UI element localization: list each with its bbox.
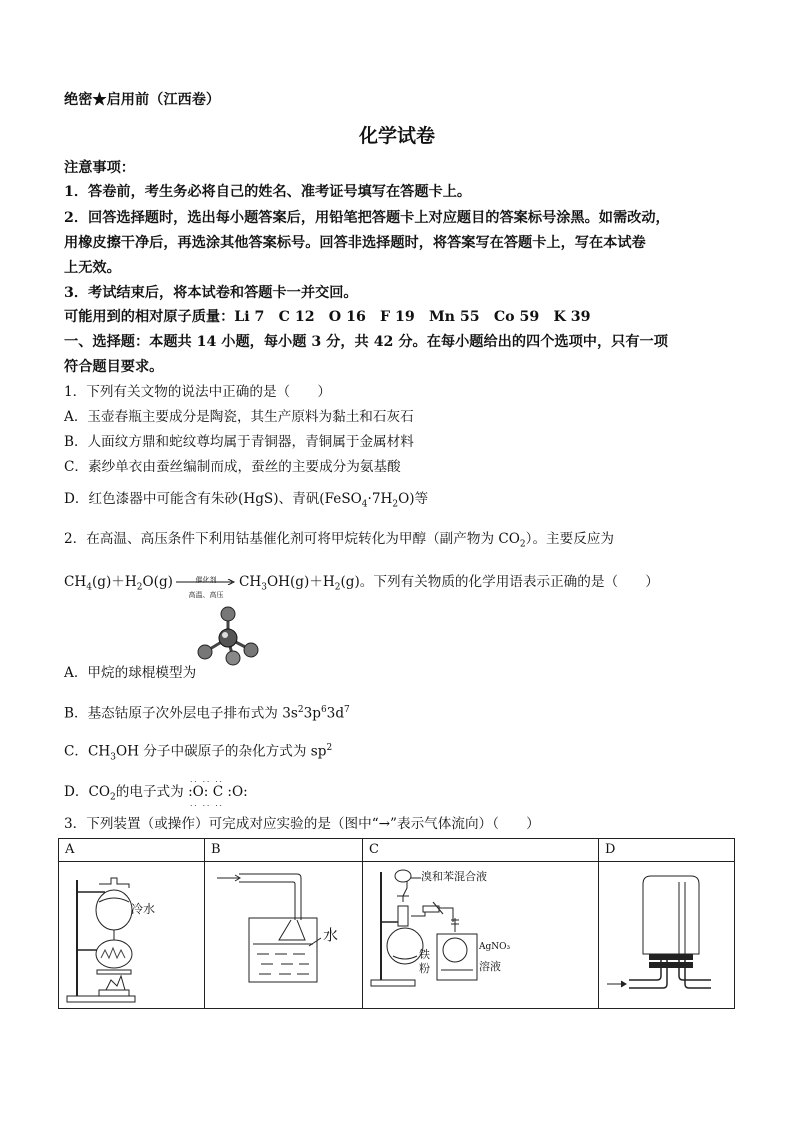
q2-d-rest: 的电子式为	[115, 784, 184, 800]
q2-stem	[64, 529, 614, 555]
cell-d	[599, 862, 735, 1009]
solution-label: 溶液	[479, 960, 501, 973]
condition-label: 高温、高压	[188, 590, 224, 599]
q2-option-b	[64, 700, 350, 724]
q1-option-d-suffix: 等	[414, 491, 429, 507]
apparatus-b-diagram	[205, 862, 363, 1008]
section-1-line-1: 一、选择题：本题共 14 小题，每小题 3 分，共 42 分。在每小题给出的四个选项中，只有一项	[64, 334, 668, 350]
notice-item-2-line-3: 上无效。	[64, 260, 121, 276]
q2-eq-ch3-sub: 3	[261, 582, 267, 593]
q2-eq-right2: OH(g)＋H	[266, 574, 335, 590]
cell-a	[59, 862, 205, 1009]
q1-option-a: A．玉壶春瓶主要成分是陶瓷，其生产原料为黏土和石灰石	[64, 409, 414, 425]
q2-c-rest: OH 分子中碳原子的杂化方式为 sp	[116, 743, 327, 760]
q2-stem-b: ）。主要反应为	[525, 531, 615, 547]
q1-option-d-feso4-sub: 4	[361, 499, 368, 510]
q2-equation	[64, 572, 659, 598]
bromine-benzene-label: 溴和苯混合液	[421, 870, 487, 883]
q1-stem: 1．下列有关文物的说法中正确的是（ ）	[64, 384, 331, 400]
q2-option-a: A．甲烷的球棍模型为	[64, 665, 197, 681]
q1-option-d-dot: ·7H	[367, 491, 393, 507]
q3-stem: 3．下列装置（或操作）可完成对应实验的是（图中“→”表示气体流向）（ ）	[64, 816, 540, 832]
q2-stem-sub: 2	[519, 539, 526, 550]
section-1-line-2: 符合题目要求。	[64, 359, 164, 375]
iron-label-1: 铁	[419, 948, 430, 961]
q2-eq-right3: (g)。下列有关物质的化学用语表示正确的是（ ）	[340, 574, 659, 590]
q2-eq-ch4-sub: 4	[86, 582, 92, 593]
cell-b	[205, 862, 363, 1009]
q2-stem-a: 2．在高温、高压条件下利用钴基催化剂可将甲烷转化为甲醇（副产物为 CO	[64, 531, 520, 547]
q2-b-text: B．基态钴原子次外层电子排布式为 3s	[64, 705, 298, 722]
q2-eq-ch4: CH	[64, 574, 87, 590]
notice-heading: 注意事项：	[64, 160, 135, 176]
q2-eq-h2-sub: 2	[334, 582, 341, 593]
q1-option-d-feso4: (FeSO	[319, 491, 362, 507]
q2-d-text: D．CO	[64, 784, 111, 800]
agno3-label: AgNO₃	[479, 942, 511, 952]
q1-option-c: C．素纱单衣由蚕丝编制而成，蚕丝的主要成分为氨基酸	[64, 459, 401, 475]
water-label: 水	[323, 926, 339, 944]
q2-eq-left: (g)＋H	[92, 574, 137, 590]
q2-b-sup3: 7	[344, 705, 350, 715]
q2-b-sup2: 6	[320, 705, 327, 715]
methane-ball-stick-model	[193, 606, 263, 666]
q1-option-d	[64, 489, 428, 515]
reaction-arrow	[176, 573, 236, 599]
electron-dots-top: ·· ·· ··	[190, 778, 224, 786]
q2-eq-h2o-sub: 2	[136, 582, 143, 593]
notice-item-2-line-2: 用橡皮擦干净后，再选涂其他答案标号。回答非选择题时，将答案写在答题卡上，写在本试卷	[64, 235, 646, 251]
page-title: 化学试卷	[358, 125, 435, 147]
q2-b-mid1: 3p	[303, 705, 321, 722]
electron-dots-bottom: ·· ·· ··	[190, 802, 224, 810]
q2-c-sub: 3	[110, 752, 116, 763]
apparatus-d-diagram	[599, 862, 735, 1008]
q2-eq-right: CH	[238, 574, 262, 590]
q2-b-sup1: 2	[297, 705, 304, 715]
secret-tag: 绝密★启用前（江西卷）	[64, 92, 221, 108]
col-d-header: D	[599, 839, 735, 862]
apparatus-a-diagram	[59, 862, 205, 1008]
q2-option-c	[64, 738, 332, 767]
iron-label-2: 粉	[419, 962, 430, 975]
q1-option-d-mid: 、青矾	[278, 491, 320, 507]
q1-option-d-o: O)	[398, 491, 415, 507]
cold-water-label: 冷水	[131, 902, 156, 916]
q1-option-b: B．人面纹方鼎和蛇纹尊均属于青铜器，青铜属于金属材料	[64, 434, 414, 450]
notice-item-1: 1．答卷前，考生务必将自己的姓名、准考证号填写在答题卡上。	[64, 184, 472, 200]
cell-c	[363, 862, 599, 1009]
col-a-header: A	[59, 839, 205, 862]
q2-d-sub: 2	[110, 792, 116, 803]
q2-b-mid2: 3d	[326, 705, 345, 722]
q1-option-d-h2o-sub: 2	[392, 499, 399, 510]
col-c-header: C	[363, 839, 599, 862]
q2-c-sup: 2	[326, 743, 333, 753]
catalyst-label: 催化剂	[195, 575, 217, 584]
co2-formula: :O: C :O:	[188, 784, 248, 800]
atomic-masses: 可能用到的相对原子质量：Li 7 C 12 O 16 F 19 Mn 55 Co 59 K 39	[64, 309, 591, 325]
co2-electron-formula	[188, 778, 248, 810]
q1-option-d-hgs: (HgS)	[238, 491, 279, 507]
q1-option-d-prefix: D．红色漆器中可能含有朱砂	[64, 491, 239, 507]
q2-eq-left2: O(g)	[142, 574, 173, 590]
q2-option-d	[64, 778, 248, 810]
q3-options-table	[58, 838, 735, 1009]
notice-item-3: 3．考试结束后，将本试卷和答题卡一并交回。	[64, 285, 358, 301]
notice-item-2-line-1: 2．回答选择题时，选出每小题答案后，用铅笔把答题卡上对应题目的答案标号涂黑。如需改动，	[64, 210, 670, 226]
col-b-header: B	[205, 839, 363, 862]
q2-c-text: C．CH	[64, 743, 111, 760]
